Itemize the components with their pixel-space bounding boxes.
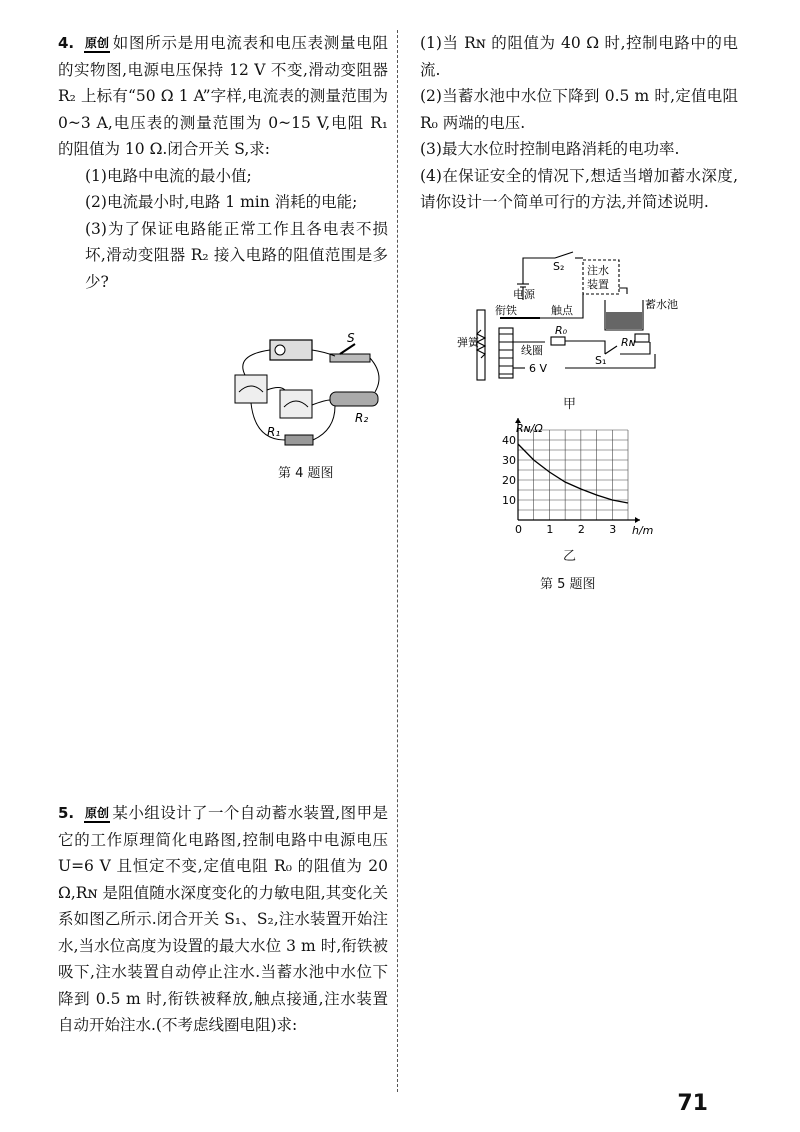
y-tick-label: 40 xyxy=(502,434,516,447)
question-5-subs xyxy=(420,30,738,216)
q5-label-coil: 线圈 xyxy=(521,344,543,357)
q4-number: 4. xyxy=(58,34,75,52)
x-tick-label: 3 xyxy=(609,523,617,536)
series-line xyxy=(518,444,628,503)
q5-caption-jia: 甲 xyxy=(563,397,577,412)
x-axis-label: h/m xyxy=(632,524,654,537)
q5-tag: 原创 xyxy=(84,806,110,823)
q4-tag: 原创 xyxy=(84,36,110,53)
q5-graph xyxy=(488,420,654,545)
q5-label-contact: 触点 xyxy=(551,304,573,317)
q5-caption-yi: 乙 xyxy=(563,549,577,564)
q5-label-s1: S₁ xyxy=(595,354,607,367)
q5-caption: 第 5 题图 xyxy=(540,577,596,592)
q4-sub3: (3)为了保证电路能正常工作且各电表不损坏,滑动变阻器 R₂ 接入电路的阻值范围是多少? xyxy=(85,219,388,291)
q4-caption: 第 4 题图 xyxy=(278,466,334,481)
q5-label-spring: 弹簧 xyxy=(457,336,479,349)
question-4 xyxy=(58,30,388,295)
q4-label-r1: R₁ xyxy=(267,425,281,439)
y-tick-label: 10 xyxy=(502,494,516,507)
q5-label-r0: R₀ xyxy=(555,324,568,337)
q5-label-injector-1: 注水 xyxy=(587,264,609,277)
q4-figure xyxy=(225,330,385,455)
x-tick-label: 2 xyxy=(577,523,585,536)
question-5-stem xyxy=(58,800,388,1039)
q5-sub1: (1)当 Rɴ 的阻值为 40 Ω 时,控制电路中的电流. xyxy=(420,34,738,79)
y-axis-label: Rɴ/Ω xyxy=(516,422,543,435)
q4-label-s: S xyxy=(347,331,355,345)
q5-sub2: (2)当蓄水池中水位下降到 0.5 m 时,定值电阻 R₀ 两端的电压. xyxy=(420,87,738,132)
q5-circuit-diagram xyxy=(455,250,680,390)
q5-label-voltage: 6 V xyxy=(529,362,548,375)
y-tick-label: 20 xyxy=(502,474,516,487)
q5-label-armature: 衔铁 xyxy=(495,304,517,317)
y-tick-label: 30 xyxy=(502,454,516,467)
q4-label-r2: R₂ xyxy=(355,411,369,425)
q5-sub3: (3)最大水位时控制电路消耗的电功率. xyxy=(420,140,680,158)
q4-text: 如图所示是用电流表和电压表测量电阻的实物图,电源电压保持 12 V 不变,滑动变阻器 R₂ 上标有“50 Ω 1 A”字样,电流表的测量范围为 0~3 A,电压表的测量范围为 0~15 V,电阻 R₁ 的阻值为 10 Ω.闭合开关 S,求: xyxy=(58,34,388,158)
column-divider xyxy=(397,30,398,1092)
q5-sub4: (4)在保证安全的情况下,想适当增加蓄水深度,请你设计一个简单可行的方法,并简述说明. xyxy=(420,166,738,211)
x-tick-label: 0 xyxy=(515,523,522,536)
q5-label-power: 电源 xyxy=(513,288,535,301)
q5-text: 某小组设计了一个自动蓄水装置,图甲是它的工作原理简化电路图,控制电路中电源电压 U=6 V 且恒定不变,定值电阻 R₀ 的阻值为 20 Ω,Rɴ 是阻值随水深度变化的力敏电阻,其变化关系如图乙所示.闭合开关 S₁、S₂,注水装置开始注水,当水位高度为设置的最大水位 3 m 时,衔铁被吸下,注水装置自动停止注水.当蓄水池中水位下降到 0.5 m 时,衔铁被释放,触点接通,注水装置自动开始注水.(不考虑线圈电阻)求: xyxy=(58,804,388,1034)
q5-label-rn: Rɴ xyxy=(621,336,636,349)
x-axis-arrow xyxy=(635,517,640,523)
q5-label-pool: 蓄水池 xyxy=(645,298,678,311)
page-number: 71 xyxy=(677,1091,708,1116)
q5-label-injector-2: 装置 xyxy=(587,278,609,291)
q4-stem xyxy=(58,30,388,163)
q4-sub1: (1)电路中电流的最小值; xyxy=(85,166,252,185)
q5-number: 5. xyxy=(58,804,75,822)
q4-sub2: (2)电流最小时,电路 1 min 消耗的电能; xyxy=(85,193,358,211)
x-tick-label: 1 xyxy=(546,523,554,536)
q5-label-s2: S₂ xyxy=(553,260,565,273)
